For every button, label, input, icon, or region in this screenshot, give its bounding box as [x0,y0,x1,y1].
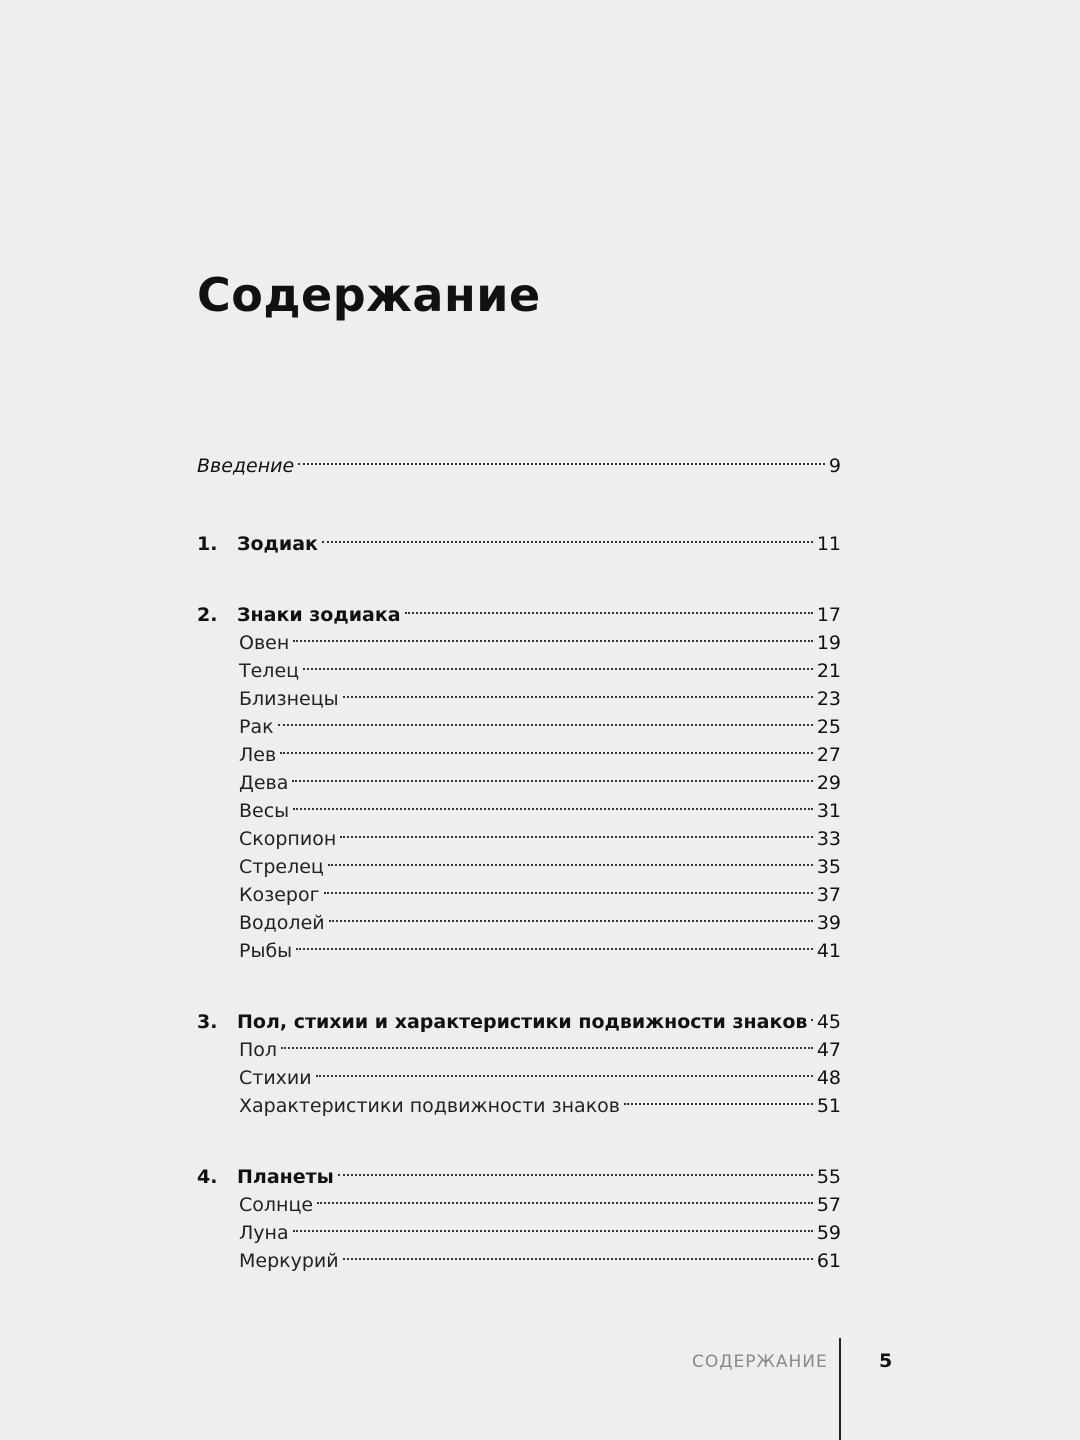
chapter-number: 4. [197,1166,218,1188]
dot-leader [296,929,813,957]
dot-leader [317,1183,813,1211]
toc-entry-title: Стрелец [239,856,324,878]
toc-entry-title: Рак [239,716,274,738]
toc-entry-title: Знаки зодиака [237,604,401,626]
dot-leader [324,873,813,901]
dot-leader [281,1028,813,1056]
dot-leader [293,621,813,649]
dot-leader [328,845,813,873]
toc-subentry[interactable] [197,1028,841,1061]
dot-leader [280,733,813,761]
toc-subentry[interactable] [197,677,841,710]
dot-leader [298,444,825,472]
toc-subentry[interactable] [197,929,841,962]
toc-entry-title: Введение [197,455,295,477]
dot-leader [316,1056,813,1084]
toc-page-number: 55 [816,1166,841,1188]
toc-page-number: 25 [816,716,841,738]
toc-subentry[interactable] [197,1211,841,1244]
chapter-number: 2. [197,604,218,626]
dot-leader [343,1239,813,1267]
toc-page-number: 41 [816,940,841,962]
toc-entry-title: Пол, стихии и характеристики подвижности знаков [237,1011,808,1033]
dot-leader [293,789,813,817]
toc-entry-title: Близнецы [239,688,339,710]
toc-subentry[interactable] [197,649,841,682]
toc-page-number: 47 [816,1039,841,1061]
footer-divider [839,1338,841,1440]
dot-leader [322,522,813,550]
dot-leader [340,817,813,845]
toc-page-number: 48 [816,1067,841,1089]
toc-page-number: 59 [816,1222,841,1244]
toc-page-number: 29 [816,772,841,794]
toc-subentry[interactable] [197,621,841,654]
toc-subentry[interactable] [197,733,841,766]
toc-page-number: 45 [816,1011,841,1033]
toc-page-number: 27 [816,744,841,766]
dot-leader [293,1211,813,1239]
toc-chapter-1[interactable] [197,522,841,555]
dot-leader [292,761,812,789]
toc-chapter-2[interactable] [197,593,841,626]
toc-entry-title: Дева [239,772,289,794]
toc-entry-intro[interactable] [197,444,841,477]
toc-entry-title: Меркурий [239,1250,339,1272]
dot-leader [278,705,813,733]
toc-entry-title: Скорпион [239,828,337,850]
toc-entry-title: Характеристики подвижности знаков [239,1095,620,1117]
toc-entry-title: Овен [239,632,290,654]
toc-page-number: 57 [816,1194,841,1216]
toc-subentry[interactable] [197,817,841,850]
toc-entry-title: Водолей [239,912,325,934]
toc-subentry[interactable] [197,901,841,934]
page-title: Содержание [197,268,541,322]
toc-chapter-3[interactable] [197,1000,841,1033]
dot-leader [624,1084,813,1112]
toc-entry-title: Зодиак [237,533,318,555]
toc-page-number: 21 [816,660,841,682]
toc-page-number: 19 [816,632,841,654]
dot-leader [303,649,813,677]
toc-page-number: 23 [816,688,841,710]
toc-subentry[interactable] [197,1183,841,1216]
toc-subentry[interactable] [197,789,841,822]
toc-entry-title: Солнце [239,1194,314,1216]
toc-entry-title: Луна [239,1222,289,1244]
toc-page-number: 37 [816,884,841,906]
toc-entry-title: Планеты [237,1166,334,1188]
toc-chapter-4[interactable] [197,1155,841,1188]
toc-page-number: 51 [816,1095,841,1117]
toc-entry-title: Весы [239,800,290,822]
toc-subentry[interactable] [197,761,841,794]
dot-leader [329,901,813,929]
toc-page-number: 9 [828,455,841,477]
toc-subentry[interactable] [197,845,841,878]
toc-page-number: 11 [816,533,841,555]
toc-subentry[interactable] [197,1056,841,1089]
toc-subentry[interactable] [197,873,841,906]
dot-leader [811,1000,812,1028]
toc-entry-title: Рыбы [239,940,293,962]
toc-subentry[interactable] [197,1084,841,1117]
dot-leader [405,593,813,621]
toc-entry-title: Лев [239,744,277,766]
toc-entry-title: Козерог [239,884,320,906]
toc-page-number: 17 [816,604,841,626]
toc-page-number: 39 [816,912,841,934]
running-footer-section: СОДЕРЖАНИЕ [692,1352,828,1372]
toc-entry-title: Стихии [239,1067,312,1089]
toc-page-number: 31 [816,800,841,822]
toc-page-number: 35 [816,856,841,878]
footer-page-number: 5 [879,1350,893,1372]
toc-entry-title: Пол [239,1039,278,1061]
chapter-number: 1. [197,533,218,555]
chapter-number: 3. [197,1011,218,1033]
toc-page-number: 33 [816,828,841,850]
toc-page-number: 61 [816,1250,841,1272]
toc-subentry[interactable] [197,1239,841,1272]
toc-entry-title: Телец [239,660,300,682]
dot-leader [338,1155,813,1183]
dot-leader [343,677,813,705]
toc-subentry[interactable] [197,705,841,738]
